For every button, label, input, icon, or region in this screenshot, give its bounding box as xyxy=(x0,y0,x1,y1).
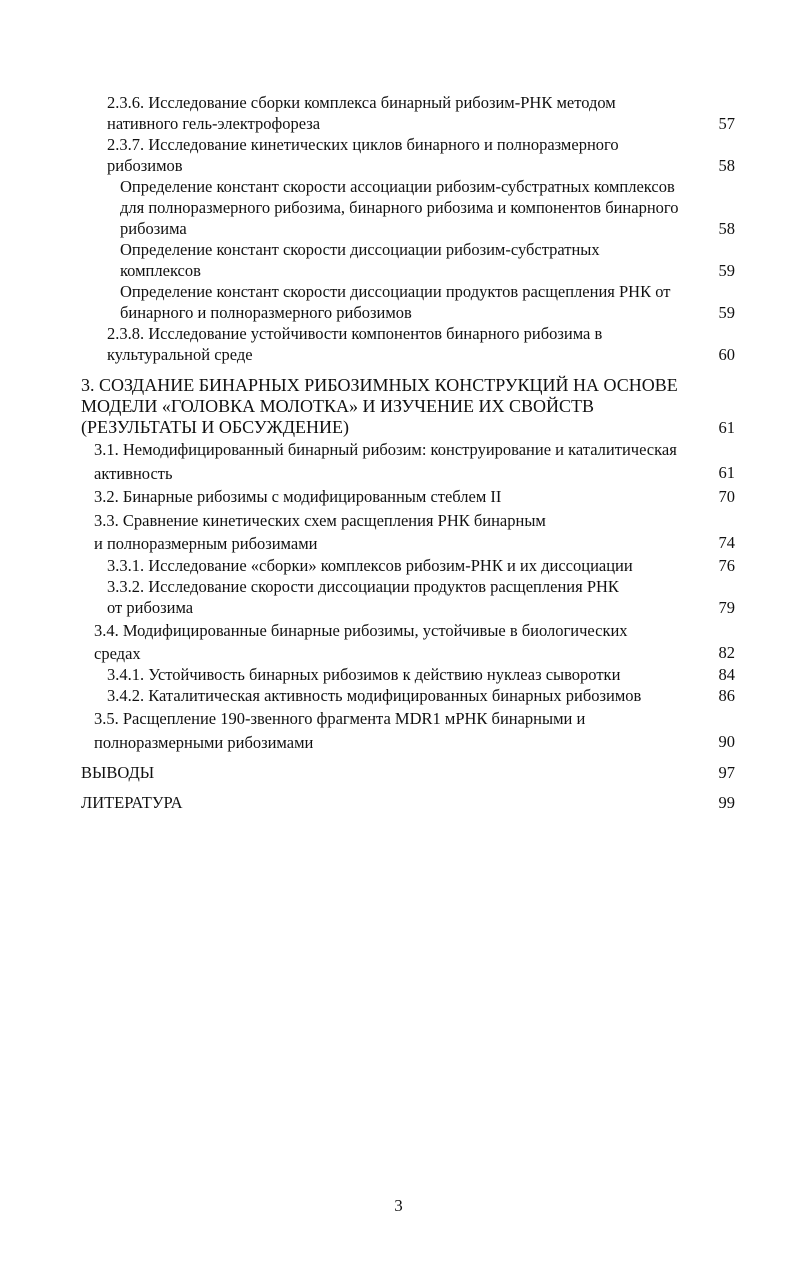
toc-entry-title: 3.5. Расщепление 190-звенного фрагмента MDR1 мРНК бинарными и полноразмерными рибозимами xyxy=(94,709,586,752)
toc-entry-product-dissociation[interactable] xyxy=(0,281,797,323)
toc-entry-3-1[interactable] xyxy=(0,438,797,484)
toc-entry-title: Определение констант скорости ассоциации рибозим-субстратных комплексов для полноразмерного рибозима, бинарного рибозима и компонентов бинарного рибозима xyxy=(120,177,679,238)
toc-entry-page: 79 xyxy=(718,598,735,617)
toc-entry-title: 2.3.8. Исследование устойчивости компонентов бинарного рибозима в культуральной среде xyxy=(107,324,603,364)
toc-entry-page: 61 xyxy=(718,463,735,482)
toc-entry-page: 57 xyxy=(718,114,735,133)
toc-entry-title: 3.4.2. Каталитическая активность модифицированных бинарных рибозимов xyxy=(107,686,642,705)
toc-entry-title: ВЫВОДЫ xyxy=(81,763,155,782)
toc-entry-title: 2.3.7. Исследование кинетических циклов бинарного и полноразмерного рибозимов xyxy=(107,135,619,175)
toc-entry-page: 61 xyxy=(718,418,735,437)
toc-entry-3-3[interactable] xyxy=(0,509,797,555)
toc-entry-page: 84 xyxy=(718,665,735,684)
toc-entry-3-2[interactable] xyxy=(0,486,797,508)
toc-entry-page: 86 xyxy=(718,686,735,705)
page-number: 3 xyxy=(394,1196,403,1215)
toc-entry-page: 70 xyxy=(718,487,735,506)
toc-entry-3-4[interactable] xyxy=(0,619,797,663)
toc-entry-title: 3.3. Сравнение кинетических схем расщепления РНК бинарным и полноразмерным рибозимами xyxy=(94,511,546,553)
toc-entry-title: 3.3.2. Исследование скорости диссоциации продуктов расщепления РНК от рибозима xyxy=(107,577,619,617)
toc-entry-page: 82 xyxy=(718,643,735,662)
toc-entry-title: 3.1. Немодифицированный бинарный рибозим: конструирование и каталитическая активность xyxy=(94,440,677,483)
toc-entry-page: 59 xyxy=(718,303,735,322)
toc-entry-2-3-7[interactable] xyxy=(0,134,797,176)
toc-entry-page: 97 xyxy=(718,763,735,782)
toc-entry-title: Определение констант скорости диссоциации рибозим-субстратных комплексов xyxy=(120,240,600,280)
toc-entry-conclusions[interactable] xyxy=(0,762,797,784)
toc-entry-page: 74 xyxy=(718,533,735,552)
toc-entry-page: 76 xyxy=(718,556,735,575)
toc-entry-title: 3.4. Модифицированные бинарные рибозимы, устойчивые в биологических средах xyxy=(94,621,628,663)
toc-entry-page: 60 xyxy=(718,345,735,364)
toc-entry-3-3-1[interactable] xyxy=(0,555,797,577)
toc-entry-title: 3.4.1. Устойчивость бинарных рибозимов к действию нуклеаз сыворотки xyxy=(107,665,621,684)
toc-entry-2-3-8[interactable] xyxy=(0,323,797,365)
toc-chapter-3[interactable] xyxy=(0,375,797,438)
toc-entry-title: 3.3.1. Исследование «сборки» комплексов рибозим-РНК и их диссоциации xyxy=(107,556,633,575)
toc-entry-association-constants[interactable] xyxy=(0,176,797,239)
toc-entry-page: 59 xyxy=(718,261,735,280)
toc-entry-title: 2.3.6. Исследование сборки комплекса бинарный рибозим-РНК методом нативного гель-электрофореза xyxy=(107,93,616,133)
toc-entry-page: 58 xyxy=(718,156,735,175)
toc-entry-literature[interactable] xyxy=(0,792,797,814)
toc-entry-title: Определение констант скорости диссоциации продуктов расщепления РНК от бинарного и полноразмерного рибозимов xyxy=(120,282,671,322)
toc-entry-page: 90 xyxy=(718,732,735,751)
toc-entry-3-3-2[interactable] xyxy=(0,576,797,618)
toc-entry-page: 58 xyxy=(718,219,735,238)
toc-entry-title: ЛИТЕРАТУРА xyxy=(81,793,183,812)
toc-entry-dissociation-constants[interactable] xyxy=(0,239,797,281)
toc-entry-3-5[interactable] xyxy=(0,707,797,753)
toc-entry-3-4-2[interactable] xyxy=(0,685,797,707)
toc-entry-page: 99 xyxy=(718,793,735,812)
toc-entry-title: 3.2. Бинарные рибозимы с модифицированным стеблем II xyxy=(94,487,502,506)
toc-entry-3-4-1[interactable] xyxy=(0,664,797,686)
toc-chapter-title: 3. СОЗДАНИЕ БИНАРНЫХ РИБОЗИМНЫХ КОНСТРУКЦИЙ НА ОСНОВЕ МОДЕЛИ «ГОЛОВКА МОЛОТКА» И ИЗУЧЕНИЕ ИХ СВОЙСТВ (РЕЗУЛЬТАТЫ И ОБСУЖДЕНИЕ) xyxy=(81,375,678,437)
toc-entry-2-3-6[interactable] xyxy=(0,92,797,134)
